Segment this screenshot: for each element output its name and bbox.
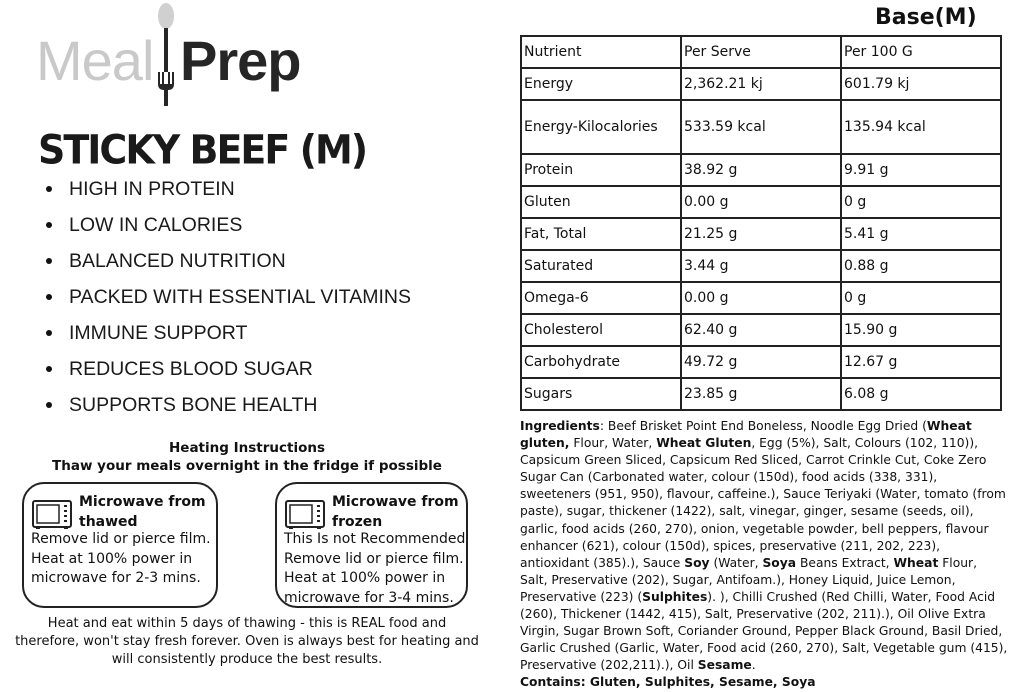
allergen-highlight: Wheat Gluten xyxy=(656,436,752,451)
nutrition-cell: 0.88 g xyxy=(841,250,1001,282)
nutrition-row xyxy=(521,154,1001,186)
nutrition-cell: 533.59 kcal xyxy=(681,100,841,154)
nutrition-cell: 135.94 kcal xyxy=(841,100,1001,154)
nutrition-cell: 0 g xyxy=(841,186,1001,218)
nutrition-cell: Gluten xyxy=(521,186,681,218)
nutrition-row xyxy=(521,250,1001,282)
nutrition-row xyxy=(521,218,1001,250)
instruction-line: Remove lid or pierce film. xyxy=(31,531,211,547)
base-label: Base(M) xyxy=(875,5,977,30)
nutrition-cell: Sugars xyxy=(521,378,681,410)
thawed-instructions xyxy=(31,530,221,589)
nutrition-row xyxy=(521,68,1001,100)
microwave-frozen-box xyxy=(275,482,468,608)
nutrition-cell: 601.79 kj xyxy=(841,68,1001,100)
nutrition-cell: 9.91 g xyxy=(841,154,1001,186)
nutrition-header-cell: Nutrient xyxy=(521,36,681,68)
benefit-item: IMMUNE SUPPORT xyxy=(40,320,411,356)
microwave-thawed-box xyxy=(22,482,218,608)
nutrition-cell: 5.41 g xyxy=(841,218,1001,250)
ingredients-label: Ingredients xyxy=(520,419,600,433)
allergen-highlight: Soy xyxy=(684,555,710,570)
nutrition-cell: 38.92 g xyxy=(681,154,841,186)
allergen-highlight: Wheat gluten, xyxy=(520,419,972,451)
logo-text-prep: Prep xyxy=(180,29,301,92)
allergen-highlight: Sulphites xyxy=(642,589,708,604)
nutrition-cell: 0.00 g xyxy=(681,282,841,314)
benefit-item: BALANCED NUTRITION xyxy=(40,248,411,284)
microwave-icon xyxy=(32,500,72,530)
instruction-line: Remove lid or pierce film. xyxy=(284,550,464,567)
allergen-contains: Contains: Gluten, Sulphites, Sesame, Soya xyxy=(520,675,816,690)
ingredient-text: ). ), Chilli Crushed (Red Chilli, Water, Food Acid (260), Thickener (1442, 415), Salt, Preservative (202, 211).), Oil Olive Extra Virgin, Sugar Brown Soft, Coriander Ground, Pepper Black Ground, Basil Dried, Garlic Crushed (Garlic, Water, Food acid (260, 270), Salt, Vegetable gum (415), Preservative (202,211).), Oil xyxy=(520,589,1008,673)
nutrition-cell: 15.90 g xyxy=(841,314,1001,346)
nutrition-cell: Omega-6 xyxy=(521,282,681,314)
nutrition-cell: Saturated xyxy=(521,250,681,282)
benefits-list xyxy=(40,176,411,428)
ingredient-text: (Water, xyxy=(709,555,763,570)
nutrition-header-cell: Per Serve xyxy=(681,36,841,68)
nutrition-cell: 21.25 g xyxy=(681,218,841,250)
nutrition-cell: 0.00 g xyxy=(681,186,841,218)
heating-title: Heating Instructions xyxy=(168,440,325,456)
ingredient-text: , Egg (5%), Salt, Colours (102, 110)), Capsicum Green Sliced, Capsicum Red Sliced, Carrot Crinkle Cut, Coke Zero Sugar Can (Carbonated water, colour (150d), food acids (338, 331), sweeteners (951, 950), flavour, caffeine.), Sauce Teriyaki (Water, tomato (from paste), sugar, thickener (1422), salt, vinegar, ginger, sesame (seeds, oil), garlic, food acids (260, 270), onion, vegetable powder, bell peppers, flavour enhancer (621), colour (150d), spices, preservative (211, 202, 223), antioxidant (385).), Sauce xyxy=(520,436,1006,570)
frozen-heading: Microwave from frozen xyxy=(332,494,459,530)
instruction-line: microwave for 2-3 mins. xyxy=(31,570,201,586)
ingredient-text: Flour, Salt, Preservative (202), Sugar, Antifoam.), Honey Liquid, Juice Lemon, Preservative (223) ( xyxy=(520,555,978,604)
nutrition-cell: Protein xyxy=(521,154,681,186)
ingredients-list xyxy=(520,419,1007,672)
nutrition-cell: Cholesterol xyxy=(521,314,681,346)
nutrition-row xyxy=(521,100,1001,154)
ingredient-text: : Beef Brisket Point End Boneless, Noodle Egg Dried ( xyxy=(599,419,927,433)
nutrition-row xyxy=(521,282,1001,314)
nutrition-table xyxy=(520,35,1002,411)
allergen-highlight: Wheat xyxy=(893,555,939,570)
nutrition-row xyxy=(521,186,1001,218)
nutrition-cell: Carbohydrate xyxy=(521,346,681,378)
nutrition-cell: 12.67 g xyxy=(841,346,1001,378)
nutrition-cell: 23.85 g xyxy=(681,378,841,410)
ingredients-text xyxy=(520,418,1008,692)
nutrition-header-row xyxy=(521,36,1001,68)
product-title: STICKY BEEF (M) xyxy=(38,126,367,174)
logo-text-meal: Meal xyxy=(36,29,154,92)
nutrition-cell: 49.72 g xyxy=(681,346,841,378)
ingredient-text: Beans Extract, xyxy=(796,555,894,570)
heating-subtitle: Thaw your meals overnight in the fridge if possible xyxy=(52,458,442,474)
nutrition-header-cell: Per 100 G xyxy=(841,36,1001,68)
instruction-line: Heat at 100% power in xyxy=(31,550,193,567)
heating-footnote: Heat and eat within 5 days of thawing - this is REAL food and therefore, won't stay fresh forever. Oven is always best for heating and will consistently produce the best results. xyxy=(15,616,479,667)
ingredient-text: Flour, Water, xyxy=(569,436,657,451)
spoon-fork-icon xyxy=(152,2,182,108)
ingredient-text: . xyxy=(751,658,756,673)
mealprep-logo xyxy=(36,2,316,106)
benefit-item: HIGH IN PROTEIN xyxy=(40,176,411,212)
nutrition-cell: Energy-Kilocalories xyxy=(521,100,681,154)
nutrition-cell: Fat, Total xyxy=(521,218,681,250)
allergen-highlight: Sesame xyxy=(697,658,752,673)
benefit-item: LOW IN CALORIES xyxy=(40,212,411,248)
benefit-item: PACKED WITH ESSENTIAL VITAMINS xyxy=(40,284,411,320)
nutrition-cell: 6.08 g xyxy=(841,378,1001,410)
nutrition-cell: 62.40 g xyxy=(681,314,841,346)
nutrition-cell: 3.44 g xyxy=(681,250,841,282)
benefit-item: SUPPORTS BONE HEALTH xyxy=(40,392,411,428)
nutrition-cell: 0 g xyxy=(841,282,1001,314)
allergen-highlight: Soya xyxy=(762,555,797,570)
nutrition-row xyxy=(521,346,1001,378)
nutrition-row xyxy=(521,378,1001,410)
benefit-item: REDUCES BLOOD SUGAR xyxy=(40,356,411,392)
instruction-line: This Is not Recommended xyxy=(284,531,466,547)
nutrition-row xyxy=(521,314,1001,346)
nutrition-cell: Energy xyxy=(521,68,681,100)
instruction-line: microwave for 3-4 mins. xyxy=(284,589,454,606)
nutrition-cell: 2,362.21 kj xyxy=(681,68,841,100)
thawed-heading: Microwave from thawed xyxy=(79,494,206,530)
frozen-instructions xyxy=(284,530,474,608)
microwave-icon xyxy=(285,500,325,530)
instruction-line: Heat at 100% power in xyxy=(284,570,446,586)
